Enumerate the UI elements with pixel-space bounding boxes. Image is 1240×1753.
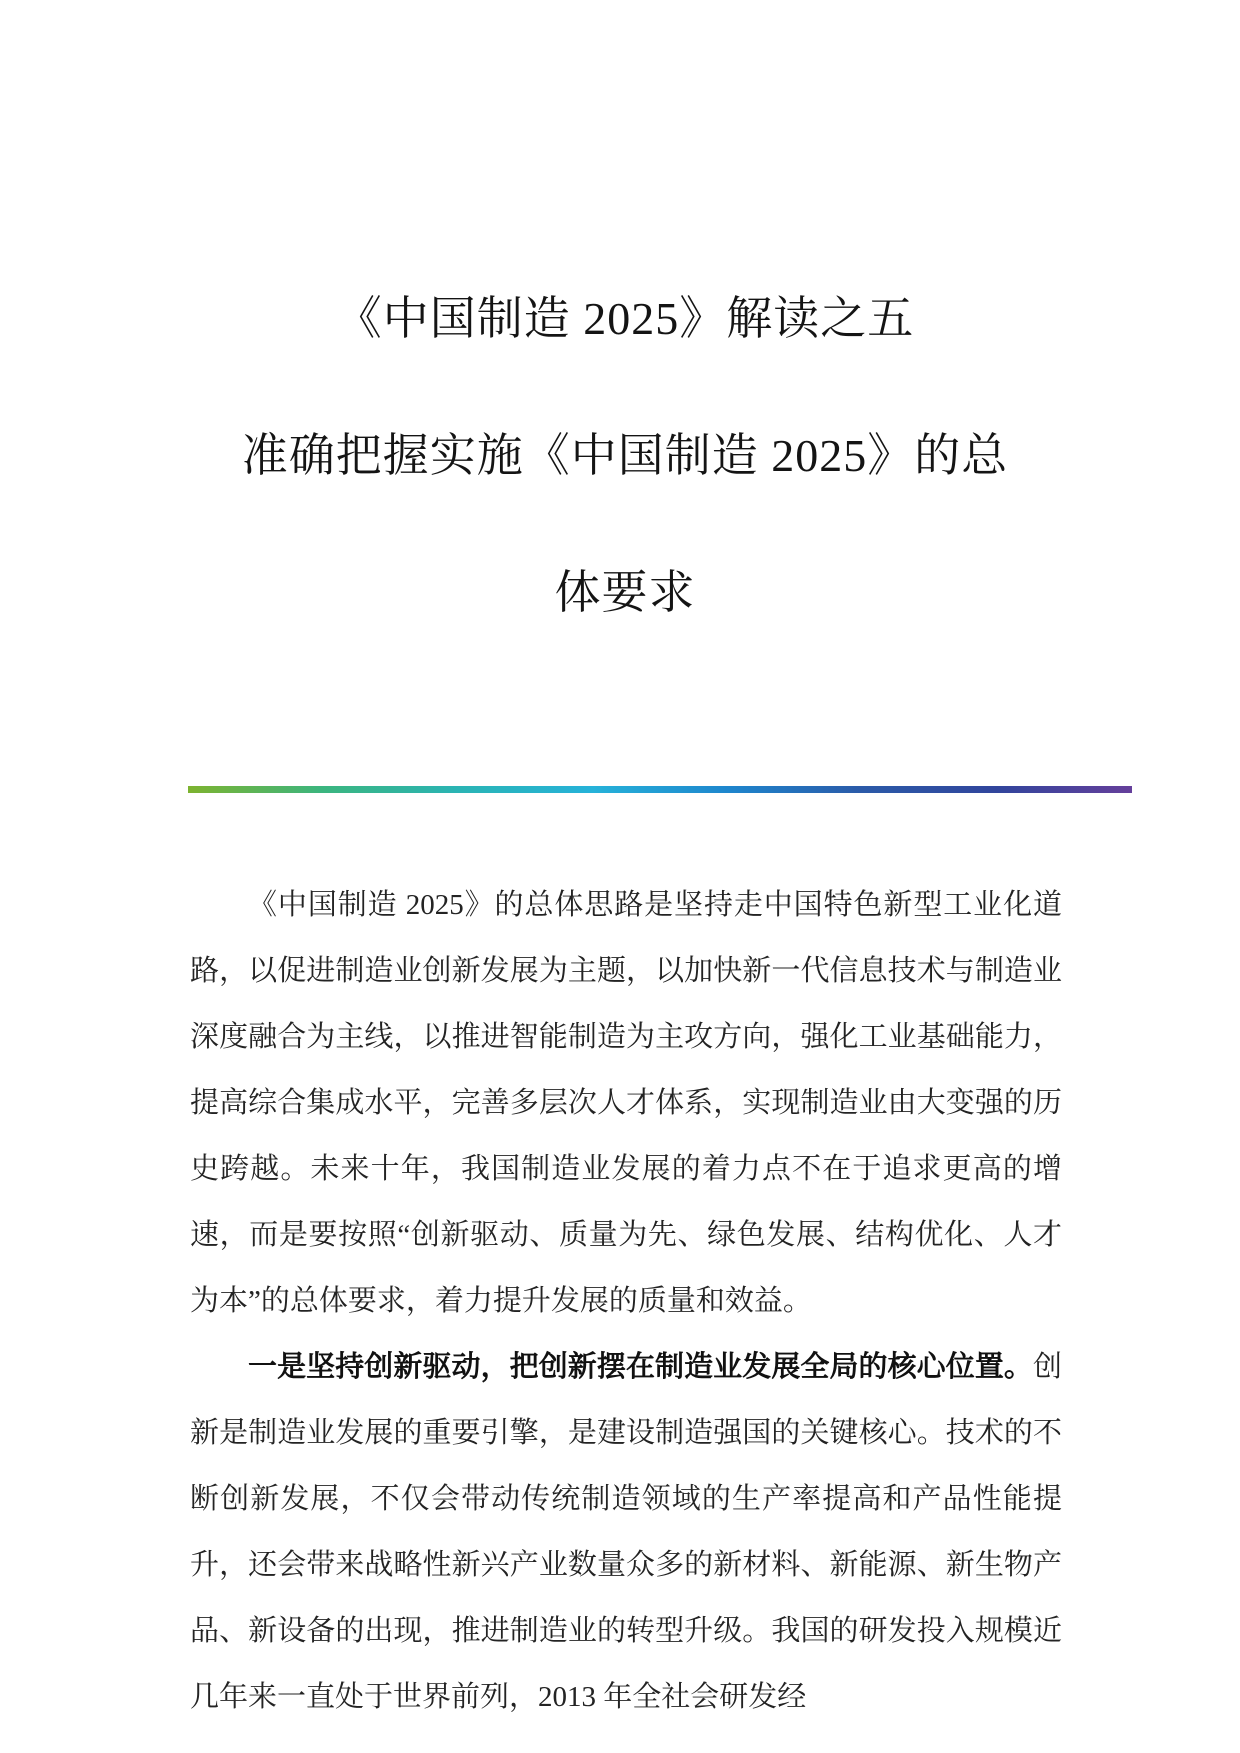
body-paragraph-1: [190, 872, 1062, 1334]
gradient-divider: [188, 786, 1132, 793]
title-line-1: 《中国制造 2025》解读之五: [335, 293, 915, 344]
paragraph-2-text: 创新是制造业发展的重要引擎，是建设制造强国的关键核心。技术的不断创新发展，不仅会带动传统制造领域的生产率提高和产品性能提升，还会带来战略性新兴产业数量众多的新材料、新能源、新生物产品、新设备的出现，推进制造业的转型升级。我国的研发投入规模近几年来一直处于世界前列，2013 年全社会研发经: [190, 1351, 1062, 1713]
paragraph-1-text: 《中国制造 2025》的总体思路是坚持走中国特色新型工业化道路，以促进制造业创新发展为主题，以加快新一代信息技术与制造业深度融合为主线，以推进智能制造为主攻方向，强化工业基础能力，提高综合集成水平，完善多层次人才体系，实现制造业由大变强的历史跨越。未来十年，我国制造业发展的着力点不在于追求更高的增速，而是要按照“创新驱动、质量为先、绿色发展、结构优化、人才为本”的总体要求，着力提升发展的质量和效益。: [190, 889, 1062, 1317]
document-body: [190, 872, 1062, 1730]
title-line-2: 准确把握实施《中国制造 2025》的总: [241, 430, 1009, 481]
title-line-3: 体要求: [554, 567, 696, 618]
paragraph-2-bold-lead: 一是坚持创新驱动，把创新摆在制造业发展全局的核心位置。: [248, 1351, 1033, 1383]
document-title: [160, 250, 1090, 661]
body-paragraph-2: [190, 1334, 1062, 1730]
